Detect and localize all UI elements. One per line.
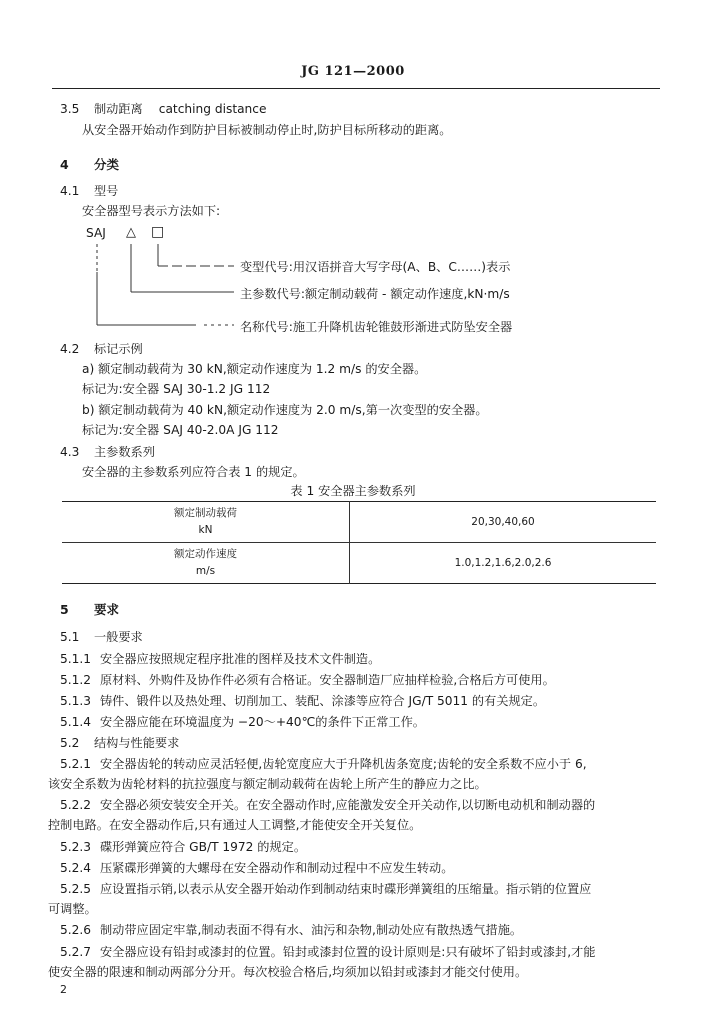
section-4-3-heading	[60, 443, 155, 460]
clause-5-2-2-continued: 控制电路。在安全器动作后,只有通过人工调整,才能使安全开关复位。	[48, 818, 422, 832]
section-5-heading	[60, 600, 119, 618]
clause-text: 原材料、外购件及协作件必须有合格证。安全器制造厂应抽样检验,合格后方可使用。	[100, 673, 555, 687]
row-label-unit: kN	[198, 524, 213, 536]
row-label-unit: m/s	[195, 565, 216, 577]
section-number: 5	[60, 602, 69, 617]
page-number: 2	[60, 983, 67, 996]
section-title: 结构与性能要求	[94, 736, 180, 750]
clause-number: 5.2.6	[60, 923, 92, 937]
section-title: 标记示例	[94, 342, 143, 356]
clause-5-2-2	[60, 796, 595, 813]
section-3-5-body: 从安全器开始动作到防护目标被制动停止时,防护目标所移动的距离。	[82, 123, 452, 137]
section-title: 主参数系列	[94, 445, 155, 459]
table-cell-value: 1.0,1.2,1.6,2.0,2.6	[350, 543, 657, 584]
clause-5-2-6	[60, 921, 522, 938]
section-4-3-body: 安全器的主参数系列应符合表 1 的规定。	[82, 465, 305, 479]
section-5-2-heading	[60, 734, 179, 751]
clause-5-2-7	[60, 943, 595, 960]
clause-text: 铸件、锻件以及热处理、切削加工、装配、涂漆等应符合 JG/T 5011 的有关规定。	[100, 694, 546, 708]
section-4-2-heading	[60, 340, 143, 357]
clause-number: 5.1.1	[60, 652, 92, 666]
clause-number: 5.1.3	[60, 694, 92, 708]
table-row	[62, 502, 656, 543]
section-number: 4.2	[60, 342, 80, 356]
table-1-main-parameters	[62, 501, 656, 584]
example-b: b) 额定制动载荷为 40 kN,额定动作速度为 2.0 m/s,第一次变型的安全器。	[82, 403, 488, 417]
clause-text: 安全器必须安装安全开关。在安全器动作时,应能激发安全开关动作,以切断电动机和制动器的	[100, 798, 596, 812]
clause-5-1-3	[60, 692, 545, 709]
clause-text: 压紧碟形弹簧的大螺母在安全器动作和制动过程中不应发生转动。	[100, 861, 454, 875]
section-number: 5.2	[60, 736, 80, 750]
section-title: 型号	[94, 184, 119, 198]
triangle-placeholder: △	[126, 225, 136, 240]
example-a-marking: 标记为:安全器 SAJ 30-1.2 JG 112	[82, 382, 271, 396]
clause-5-2-1-continued: 该安全系数为齿轮材料的抗拉强度与额定制动载荷在齿轮上所产生的静应力之比。	[48, 777, 487, 791]
clause-number: 5.1.4	[60, 715, 92, 729]
clause-5-1-4	[60, 713, 425, 730]
clause-5-2-3	[60, 838, 306, 855]
table-1-caption: 表 1 安全器主参数系列	[290, 484, 416, 498]
clause-5-2-5-continued: 可调整。	[48, 902, 97, 916]
section-number: 4	[60, 157, 69, 172]
label-variant-code: 变型代号:用汉语拼音大写字母(A、B、C……)表示	[240, 260, 511, 274]
clause-5-2-4	[60, 859, 453, 876]
clause-number: 5.1.2	[60, 673, 92, 687]
section-title: 分类	[94, 157, 120, 172]
box-placeholder: □	[151, 224, 165, 240]
clause-text: 安全器应能在环境温度为 −20～+40℃的条件下正常工作。	[100, 715, 425, 729]
clause-text: 安全器应设有铅封或漆封的位置。铅封或漆封位置的设计原则是:只有破坏了铅封或漆封,才能	[100, 945, 596, 959]
clause-5-2-1	[60, 755, 587, 772]
table-cell-label	[62, 502, 350, 543]
section-title: 一般要求	[94, 630, 143, 644]
clause-5-1-1	[60, 650, 380, 667]
clause-number: 5.2.1	[60, 757, 92, 771]
clause-5-2-7-continued: 使安全器的限速和制动两部分分开。每次校验合格后,均须加以铅封或漆封才能交付使用。	[48, 965, 528, 979]
label-name-code: 名称代号:施工升降机齿轮锥鼓形渐进式防坠安全器	[240, 320, 513, 334]
label-main-parameter-code: 主参数代号:额定制动载荷 - 额定动作速度,kN·m/s	[240, 287, 510, 301]
section-title: 制动距离	[94, 102, 143, 116]
example-a: a) 额定制动载荷为 30 kN,额定动作速度为 1.2 m/s 的安全器。	[82, 362, 427, 376]
clause-number: 5.2.4	[60, 861, 92, 875]
table-cell-value: 20,30,40,60	[471, 516, 535, 528]
row-label-name: 额定制动载荷	[174, 507, 237, 519]
clause-text: 制动带应固定牢靠,制动表面不得有水、油污和杂物,制动处应有散热透气措施。	[100, 923, 523, 937]
clause-number: 5.2.5	[60, 882, 92, 896]
section-title-en: catching distance	[158, 102, 267, 116]
clause-number: 5.2.2	[60, 798, 92, 812]
section-4-1-intro: 安全器型号表示方法如下:	[82, 204, 221, 218]
clause-text: 安全器应按照规定程序批准的图样及技术文件制造。	[100, 652, 381, 666]
section-title: 要求	[94, 602, 120, 617]
row-label-name: 额定动作速度	[174, 548, 237, 560]
clause-5-2-5	[60, 880, 591, 897]
section-number: 3.5	[60, 102, 80, 116]
table-row	[62, 543, 656, 584]
clause-text: 应设置指示销,以表示从安全器开始动作到制动结束时碟形弹簧组的压缩量。指示销的位置应	[100, 882, 592, 896]
clause-5-1-2	[60, 671, 555, 688]
example-b-marking: 标记为:安全器 SAJ 40-2.0A JG 112	[82, 423, 279, 437]
section-5-1-heading	[60, 628, 143, 645]
clause-number: 5.2.3	[60, 840, 92, 854]
model-code-saj: SAJ	[86, 226, 106, 240]
clause-text: 碟形弹簧应符合 GB/T 1972 的规定。	[100, 840, 307, 854]
document-code-header: JG 121—2000	[301, 64, 405, 79]
section-number: 4.1	[60, 184, 80, 198]
clause-text: 安全器齿轮的转动应灵活轻便,齿轮宽度应大于升降机齿条宽度;齿轮的安全系数不应小于 6,	[100, 757, 587, 771]
section-number: 5.1	[60, 630, 80, 644]
clause-number: 5.2.7	[60, 945, 92, 959]
section-number: 4.3	[60, 445, 80, 459]
table-cell-label	[62, 543, 350, 584]
